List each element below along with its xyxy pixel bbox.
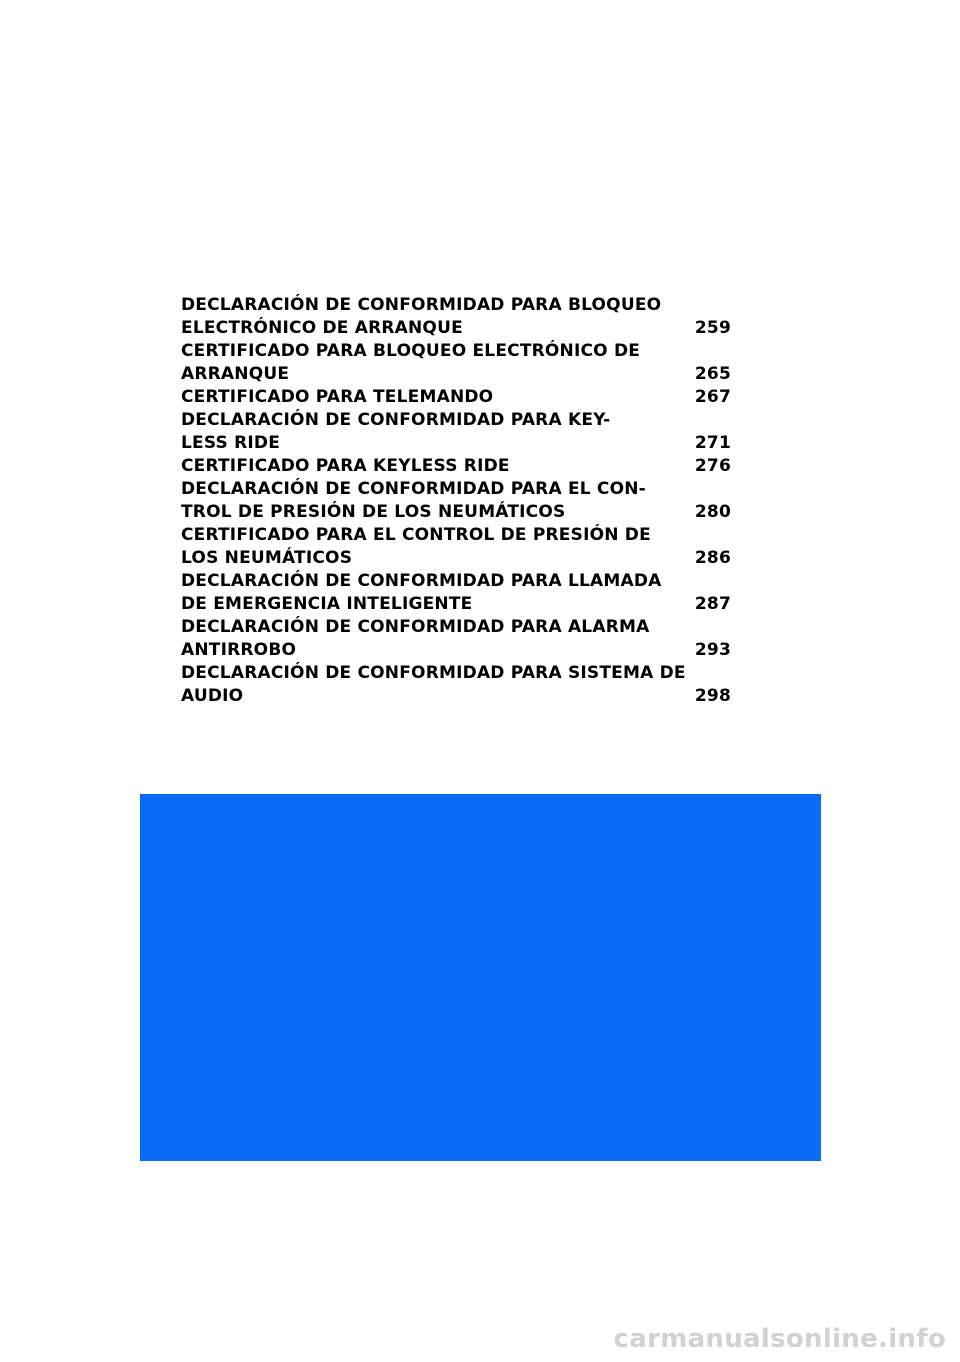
toc-entry-line (181, 570, 731, 593)
toc-entry-title: ELECTRÓNICO DE ARRANQUE (181, 318, 463, 338)
toc-entry-line (181, 478, 731, 501)
toc-entry[interactable] (181, 386, 731, 409)
toc-entry-line (181, 409, 731, 432)
toc-entry-line (181, 524, 731, 547)
toc-entry-line (181, 432, 731, 455)
toc-entry-line (181, 616, 731, 639)
blue-cover-panel (140, 794, 821, 1161)
toc-entry[interactable] (181, 340, 731, 386)
toc-entry-line (181, 685, 731, 708)
toc-entry[interactable] (181, 524, 731, 570)
toc-entry-line (181, 363, 731, 386)
toc-entry[interactable] (181, 294, 731, 340)
toc-entry[interactable] (181, 455, 731, 478)
toc-entry[interactable] (181, 616, 731, 662)
toc-entry[interactable] (181, 662, 731, 708)
toc-entry-title: DECLARACIÓN DE CONFORMIDAD PARA BLOQUEO (181, 295, 662, 315)
toc-entry[interactable] (181, 478, 731, 524)
toc-entry-title: CERTIFICADO PARA BLOQUEO ELECTRÓNICO DE (181, 341, 641, 361)
toc-entry-title: DECLARACIÓN DE CONFORMIDAD PARA ALARMA (181, 617, 650, 637)
toc-entry-line (181, 340, 731, 363)
toc-entry-title: DECLARACIÓN DE CONFORMIDAD PARA EL CON- (181, 479, 646, 499)
toc-page-number: 276 (694, 456, 731, 476)
toc-entry-line (181, 662, 731, 685)
toc-page-number: 298 (694, 686, 731, 706)
toc-entry-title: AUDIO (181, 686, 244, 706)
toc-entry-title: CERTIFICADO PARA TELEMANDO (181, 387, 494, 407)
toc-page-number: 259 (694, 318, 731, 338)
toc-entry-title: CERTIFICADO PARA EL CONTROL DE PRESIÓN DE (181, 525, 651, 545)
toc-page-number: 286 (694, 548, 731, 568)
toc-page-number: 265 (694, 364, 731, 384)
toc-entry[interactable] (181, 570, 731, 616)
toc-entry[interactable] (181, 409, 731, 455)
toc-entry-line (181, 639, 731, 662)
toc-entry-line (181, 294, 731, 317)
watermark: carmanualsonline.info (613, 1324, 946, 1354)
toc-entry-title: DE EMERGENCIA INTELIGENTE (181, 594, 473, 614)
toc-entry-line (181, 547, 731, 570)
toc-page-number: 267 (694, 387, 731, 407)
toc-entry-line (181, 317, 731, 340)
toc-entry-line (181, 455, 731, 478)
table-of-contents (181, 294, 731, 708)
toc-entry-title: DECLARACIÓN DE CONFORMIDAD PARA LLAMADA (181, 571, 662, 591)
toc-entry-title: ANTIRROBO (181, 640, 297, 660)
toc-entry-title: LESS RIDE (181, 433, 281, 453)
toc-entry-line (181, 593, 731, 616)
toc-page-number: 280 (694, 502, 731, 522)
toc-entry-title: TROL DE PRESIÓN DE LOS NEUMÁTICOS (181, 502, 566, 522)
toc-entry-line (181, 501, 731, 524)
toc-page-number: 293 (694, 640, 731, 660)
toc-entry-title: DECLARACIÓN DE CONFORMIDAD PARA KEY- (181, 410, 611, 430)
toc-entry-title: ARRANQUE (181, 364, 290, 384)
toc-entry-title: CERTIFICADO PARA KEYLESS RIDE (181, 456, 510, 476)
toc-entry-line (181, 386, 731, 409)
toc-entry-title: DECLARACIÓN DE CONFORMIDAD PARA SISTEMA DE (181, 663, 686, 683)
toc-page-number: 287 (694, 594, 731, 614)
toc-entry-title: LOS NEUMÁTICOS (181, 548, 353, 568)
toc-page-number: 271 (694, 433, 731, 453)
